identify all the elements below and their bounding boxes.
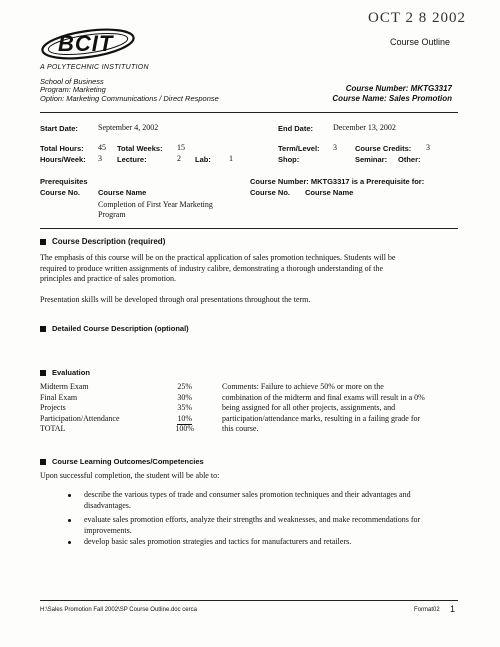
footer-file-path: H:\Sales Promotion Fall 2002\SP Course Outline.doc cerca xyxy=(40,607,197,613)
course-description-text xyxy=(40,253,460,285)
evaluation-heading: Evaluation xyxy=(52,368,90,377)
footer-format-code: Format02 xyxy=(414,607,440,613)
other-label: Other: xyxy=(398,155,421,164)
detailed-description-bullet xyxy=(40,326,46,332)
prerequisites-heading: Prerequisites xyxy=(40,177,88,186)
course-description-heading: Course Description (required) xyxy=(52,237,166,246)
start-date-value: September 4, 2002 xyxy=(98,123,159,132)
prereq-course-name-line1: Completion of First Year Marketing xyxy=(98,200,213,209)
logo-wordmark: BCIT xyxy=(58,31,114,56)
evaluation-comment-line: this course. xyxy=(222,424,259,433)
shop-label: Shop: xyxy=(278,155,300,164)
evaluation-item-name: Participation/Attendance xyxy=(40,413,120,423)
evaluation-item-name: Final Exam xyxy=(40,392,78,402)
outcome-bullet-dot xyxy=(68,541,71,544)
program-name: Program: Marketing xyxy=(40,85,106,94)
outcome-item-2 xyxy=(84,515,420,536)
school-name: School of Business xyxy=(40,77,104,86)
term-level-value: 3 xyxy=(333,143,337,152)
outcome-item-1 xyxy=(84,490,411,511)
outcome-bullet-dot xyxy=(68,519,71,522)
bcit-logo xyxy=(40,24,140,64)
detailed-description-heading: Detailed Course Description (optional) xyxy=(52,324,189,333)
prereq-rule xyxy=(40,228,458,229)
course-description-line1: The emphasis of this course will be on the practical application of sales promotion techniques. Students will be xyxy=(40,253,396,262)
course-description-line3: principles and practice of sales promotion. xyxy=(40,274,176,283)
prereq-course-name-line2: Program xyxy=(98,210,126,219)
course-number-header: Course Number: MKTG3317 xyxy=(345,84,452,93)
outcome-bullet-dot xyxy=(68,494,71,497)
evaluation-total-pct: 100% xyxy=(175,424,194,433)
course-credits-label: Course Credits: xyxy=(355,144,412,153)
evaluation-total-label: TOTAL xyxy=(40,424,66,433)
evaluation-item-pct: 25% xyxy=(177,382,192,391)
outcome-item-1-line2: disadvantages. xyxy=(84,500,131,510)
evaluation-item-pct: 30% xyxy=(177,392,192,402)
footer-rule xyxy=(40,600,458,601)
evaluation-row xyxy=(40,414,200,425)
evaluation-table xyxy=(40,382,200,435)
lab-value: 1 xyxy=(229,154,233,163)
outcome-item-2-line2: improvements. xyxy=(84,525,132,535)
outcome-item-2-line1: evaluate sales promotion efforts, analyze their strengths and weaknesses, and make recommendations for xyxy=(84,515,421,524)
end-date-value: December 13, 2002 xyxy=(333,123,396,132)
course-description-bullet xyxy=(40,239,46,245)
prereq-for-course-name-header: Course Name xyxy=(305,188,354,197)
end-date-label: End Date: xyxy=(278,124,314,133)
received-date-stamp: OCT 2 8 2002 xyxy=(368,10,466,26)
presentation-skills-text: Presentation skills will be developed through oral presentations throughout the term. xyxy=(40,295,311,304)
course-credits-value: 3 xyxy=(426,143,430,152)
header-rule xyxy=(40,112,458,113)
evaluation-comment-line: participation/attendance marks, resulting in a failing grade for xyxy=(222,413,421,423)
evaluation-bullet xyxy=(40,370,46,376)
start-date-label: Start Date: xyxy=(40,124,78,133)
evaluation-item-name: Projects xyxy=(40,403,66,412)
outcome-item-1-line1: describe the various types of trade and consumer sales promotion techniques and their advantages and xyxy=(84,490,411,499)
prereq-course-no-header: Course No. xyxy=(40,188,81,197)
prereq-course-name-header: Course Name xyxy=(98,188,147,197)
evaluation-item-pct: 35% xyxy=(177,403,192,412)
prereq-for-course-no-header: Course No. xyxy=(250,188,291,197)
lecture-value: 2 xyxy=(177,154,181,163)
total-hours-label: Total Hours: xyxy=(40,144,84,153)
lecture-label: Lecture: xyxy=(117,155,147,164)
page-number: 1 xyxy=(450,604,456,614)
option-name: Option: Marketing Communications / Direct Response xyxy=(40,94,219,103)
seminar-label: Seminar: xyxy=(355,155,388,164)
evaluation-comment-line: Comments: Failure to achieve 50% or more on the xyxy=(222,382,384,391)
evaluation-comment-line: being assigned for all other projects, assignments, and xyxy=(222,403,396,412)
course-name-header: Course Name: Sales Promotion xyxy=(332,94,452,103)
evaluation-row xyxy=(40,403,200,414)
total-weeks-label: Total Weeks: xyxy=(117,144,163,153)
course-description-line2: required to produce written assignments of industry calibre, demonstrating a thorough understanding of the xyxy=(40,263,384,273)
outcomes-intro: Upon successful completion, the student will be able to: xyxy=(40,471,220,480)
total-weeks-value: 15 xyxy=(177,143,185,152)
evaluation-item-pct: 10% xyxy=(177,414,192,426)
evaluation-item-name: Midterm Exam xyxy=(40,382,89,391)
prerequisite-for-heading: Course Number: MKTG3317 is a Prerequisite for: xyxy=(250,177,425,186)
evaluation-comments xyxy=(222,382,425,435)
evaluation-row-total xyxy=(40,424,200,435)
outcomes-bullet xyxy=(40,459,46,465)
document-type: Course Outline xyxy=(390,37,451,47)
outcomes-heading: Course Learning Outcomes/Competencies xyxy=(52,457,204,466)
evaluation-comment-line: combination of the midterm and final exams will result in a 0% xyxy=(222,392,425,402)
evaluation-row xyxy=(40,393,200,404)
lab-label: Lab: xyxy=(195,155,211,164)
outcome-item-3: develop basic sales promotion strategies and tactics for manufacturers and retailers. xyxy=(84,537,352,546)
logo-tagline: A POLYTECHNIC INSTITUTION xyxy=(40,64,149,71)
term-level-label: Term/Level: xyxy=(278,144,320,153)
total-hours-value: 45 xyxy=(98,143,106,152)
evaluation-row xyxy=(40,382,200,393)
hours-week-value: 3 xyxy=(98,154,102,163)
hours-week-label: Hours/Week: xyxy=(40,155,86,164)
